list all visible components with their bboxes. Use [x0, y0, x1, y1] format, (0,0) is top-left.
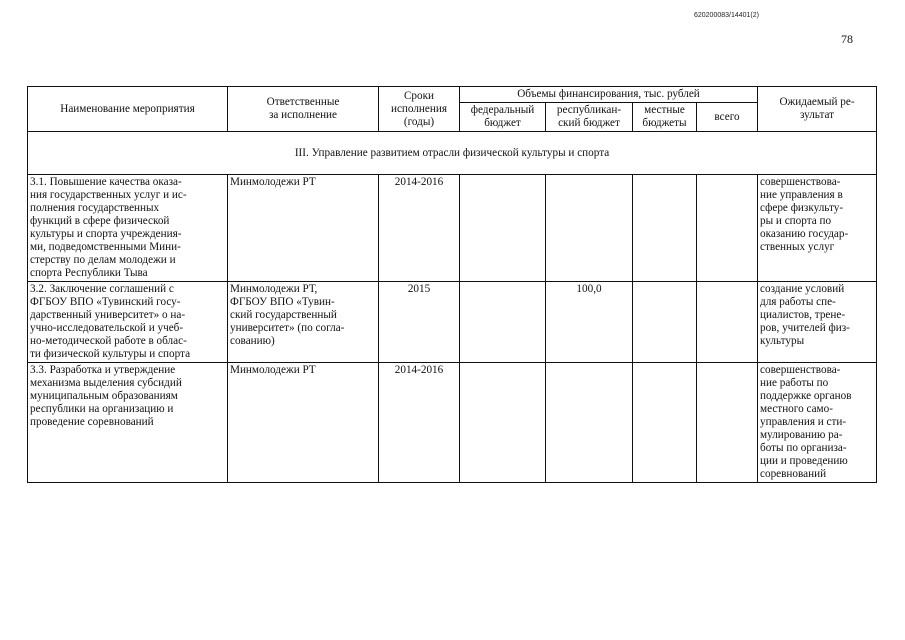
cell-local [633, 282, 697, 363]
header-local: местные бюджеты [633, 103, 697, 132]
table-header [28, 87, 877, 132]
header-term: Сроки исполнения (годы) [379, 87, 460, 132]
cell-responsible: Минмолодежи РТ [228, 363, 379, 483]
table-row [28, 282, 877, 363]
cell-republic: 100,0 [546, 282, 633, 363]
cell-responsible: Минмолодежи РТ, ФГБОУ ВПО «Тувин- ский государственный университет» (по согла- сованию) [228, 282, 379, 363]
cell-local [633, 363, 697, 483]
document-code: 620200083/14401(2) [693, 12, 759, 19]
header-responsible: Ответственные за исполнение [228, 87, 379, 132]
cell-federal [460, 282, 546, 363]
cell-term: 2014-2016 [379, 175, 460, 282]
cell-republic [546, 363, 633, 483]
table-row [28, 175, 877, 282]
cell-republic [546, 175, 633, 282]
cell-term: 2015 [379, 282, 460, 363]
cell-responsible: Минмолодежи РТ [228, 175, 379, 282]
section-title: III. Управление развитием отрасли физической культуры и спорта [28, 132, 877, 175]
cell-name: 3.2. Заключение соглашений с ФГБОУ ВПО «Тувинский госу- дарственный университет» о на- учно-исследовательской и учеб- но-методической работе в облас- ти физической культуры и спорта [28, 282, 228, 363]
header-total: всего [697, 103, 758, 132]
cell-federal [460, 175, 546, 282]
cell-total [697, 175, 758, 282]
table-row [28, 363, 877, 483]
page-number: 78 [841, 32, 853, 46]
cell-total [697, 282, 758, 363]
header-federal: федеральный бюджет [460, 103, 546, 132]
cell-name: 3.3. Разработка и утверждение механизма выделения субсидий муниципальным образованиям республики на организацию и проведение соревнований [28, 363, 228, 483]
cell-federal [460, 363, 546, 483]
cell-local [633, 175, 697, 282]
header-financing: Объемы финансирования, тыс. рублей [460, 87, 758, 103]
cell-result: создание условий для работы спе- циалистов, трене- ров, учителей физ- культуры [758, 282, 877, 363]
header-republic: республикан- ский бюджет [546, 103, 633, 132]
cell-result: совершенствова- ние работы по поддержке органов местного само- управления и сти- мулированию ра- боты по организа- ции и проведению соревнований [758, 363, 877, 483]
section-row [28, 132, 877, 175]
cell-term: 2014-2016 [379, 363, 460, 483]
cell-result: совершенствова- ние управления в сфере физкульту- ры и спорта по оказанию государ- ственных услуг [758, 175, 877, 282]
header-name: Наименование мероприятия [28, 87, 228, 132]
header-result: Ожидаемый ре- зультат [758, 87, 877, 132]
cell-total [697, 363, 758, 483]
cell-name: 3.1. Повышение качества оказа- ния государственных услуг и ис- полнения государственных функций в сфере физической культуры и спорта учреждения- ми, подведомственными Мини- стерству по делам молодежи и спорта Республики Тыва [28, 175, 228, 282]
program-table [27, 86, 877, 483]
